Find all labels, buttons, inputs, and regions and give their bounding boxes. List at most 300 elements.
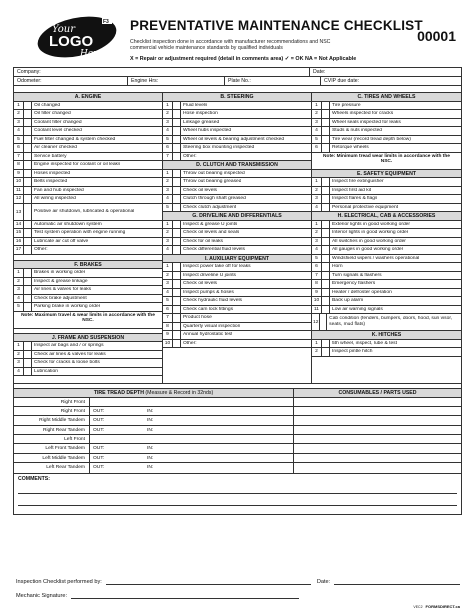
tread-out-field[interactable] — [90, 435, 144, 443]
item-status-box[interactable] — [322, 119, 330, 127]
mechanic-label: Mechanic Signature: — [16, 593, 67, 599]
checklist-item — [163, 289, 311, 298]
checklist-item — [163, 331, 311, 340]
item-label: Inspect air bags and / or springs — [34, 343, 104, 349]
info-row-2 — [14, 77, 461, 86]
spacer — [14, 376, 162, 383]
checklist-item — [14, 238, 162, 247]
comments-area[interactable] — [14, 474, 461, 514]
item-status-box[interactable] — [24, 119, 32, 127]
item-status-box[interactable] — [173, 289, 181, 297]
checklist-item — [14, 204, 162, 221]
tread-out-field[interactable] — [90, 398, 144, 406]
checklist-item — [14, 351, 162, 360]
item-number: 2 — [312, 110, 322, 118]
item-number: 7 — [312, 272, 322, 280]
tread-rows — [14, 398, 293, 473]
item-status-box[interactable] — [173, 102, 181, 110]
performed-by-label: Inspection Checklist performed by: — [16, 579, 102, 585]
column-1 — [14, 93, 163, 383]
item-status-box[interactable] — [322, 195, 330, 203]
item-status-box[interactable] — [322, 238, 330, 246]
checklist-item — [163, 221, 311, 230]
consumables-row[interactable] — [294, 463, 461, 472]
item-number: 4 — [163, 195, 173, 203]
item-status-box[interactable] — [173, 314, 181, 322]
item-status-box[interactable] — [173, 238, 181, 246]
tread-row — [14, 398, 293, 407]
item-status-box[interactable] — [322, 297, 330, 305]
item-number: 13 — [14, 204, 24, 220]
tread-row — [14, 426, 293, 435]
item-label: Cab condition (fenders, bumpers, doors, hood, sun visor, seats, mud flats) — [329, 316, 453, 327]
item-number: 3 — [312, 119, 322, 127]
item-status-box[interactable] — [173, 170, 181, 178]
checklist-item — [312, 263, 461, 272]
item-number: 3 — [14, 286, 24, 294]
checklist-item — [312, 306, 461, 315]
mechanic-row — [16, 592, 460, 599]
svg-text:F3: F3 — [103, 19, 109, 25]
item-number: 3 — [163, 187, 173, 195]
item-status-box[interactable] — [24, 286, 32, 294]
spacer — [14, 86, 461, 93]
item-label: All switches in good working order — [332, 238, 406, 244]
item-status-box[interactable] — [24, 136, 32, 144]
consumables-row[interactable] — [294, 416, 461, 425]
item-number: 5 — [163, 204, 173, 212]
section-frame: J. FRAME AND SUSPENSION — [14, 334, 162, 343]
item-label: Check cam lock fittings — [183, 306, 234, 312]
tread-out-field[interactable]: OUT: — [93, 465, 105, 471]
item-number: 7 — [163, 153, 173, 161]
checklist-item — [14, 153, 162, 162]
consumables-row[interactable] — [294, 444, 461, 453]
item-status-box[interactable] — [173, 263, 181, 271]
item-label: Lubricate air cut off valve — [34, 238, 89, 244]
checklist-item — [163, 136, 311, 145]
item-label: Throw out bearing greased — [183, 179, 242, 185]
item-label: Oil changed — [34, 102, 61, 108]
engine-list — [14, 102, 162, 255]
item-label: Oil filter changed — [34, 111, 71, 117]
item-number: 5 — [163, 297, 173, 305]
item-status-box[interactable] — [24, 153, 32, 161]
item-label: Throw out bearing inspected — [183, 170, 245, 176]
item-label: Lubrication — [34, 368, 58, 374]
item-status-box[interactable] — [173, 144, 181, 152]
item-status-box[interactable] — [24, 238, 32, 246]
item-status-box[interactable] — [322, 280, 330, 288]
item-number: 3 — [14, 119, 24, 127]
item-status-box[interactable] — [24, 368, 32, 376]
item-number: 4 — [14, 368, 24, 376]
item-status-box[interactable] — [173, 204, 181, 212]
item-number: 6 — [163, 144, 173, 152]
tread-row — [14, 444, 293, 453]
item-label: Exterior lights in good working order — [332, 221, 411, 227]
item-status-box[interactable] — [322, 127, 330, 135]
item-number: 1 — [312, 102, 322, 110]
checklist-item — [163, 144, 311, 153]
checklist-item — [163, 340, 311, 349]
item-status-box[interactable] — [173, 331, 181, 339]
column-3 — [312, 93, 461, 383]
item-number: 5 — [14, 303, 24, 311]
item-number: 9 — [14, 170, 24, 178]
item-number: 3 — [163, 119, 173, 127]
comments-line[interactable] — [18, 482, 457, 494]
item-number: 15 — [14, 229, 24, 237]
tread-in-field[interactable]: IN: — [147, 455, 154, 461]
item-label: Check air lines & valves for leaks — [34, 351, 106, 357]
item-status-box[interactable] — [173, 297, 181, 305]
checklist-item — [14, 187, 162, 196]
checklist-item — [312, 348, 461, 357]
item-status-box[interactable] — [322, 263, 330, 271]
item-status-box[interactable] — [173, 280, 181, 288]
plate-no-field[interactable]: Plate No.: — [225, 77, 321, 85]
item-number: 3 — [163, 238, 173, 246]
item-status-box[interactable] — [173, 127, 181, 135]
item-status-box[interactable] — [173, 136, 181, 144]
item-status-box[interactable] — [24, 178, 32, 186]
consumables-row[interactable] — [294, 407, 461, 416]
checklist-item — [312, 187, 461, 196]
item-label: Windshield wipers / washers operational — [332, 255, 420, 261]
item-label: Steering box mounting inspected — [183, 145, 255, 151]
item-status-box[interactable] — [173, 272, 181, 280]
tread-in-field[interactable]: IN: — [147, 418, 154, 424]
item-label: Coolant filter changed — [34, 119, 82, 125]
consumables-row[interactable] — [294, 454, 461, 463]
item-label: Test system operation with engine running — [34, 230, 126, 236]
item-label: Interior lights in good working order — [332, 230, 409, 236]
tread-position-label: Left Rear Tandem — [14, 463, 90, 472]
date-field[interactable]: Date: — [313, 69, 326, 75]
item-status-box[interactable] — [322, 255, 330, 263]
item-status-box[interactable] — [322, 204, 330, 212]
item-status-box[interactable] — [322, 221, 330, 229]
item-number: 4 — [163, 246, 173, 254]
item-status-box[interactable] — [322, 110, 330, 118]
checklist-item — [14, 269, 162, 278]
item-label: Check oil levels — [183, 281, 217, 287]
checklist-item — [312, 297, 461, 306]
item-label: Hose inspection — [183, 111, 218, 117]
checklist-item — [312, 289, 461, 298]
item-status-box[interactable] — [322, 306, 330, 314]
checklist-item — [14, 170, 162, 179]
item-number: 5 — [312, 255, 322, 263]
tread-in-field[interactable] — [144, 435, 293, 443]
mechanic-signature-field[interactable] — [71, 592, 299, 599]
brakes-list — [14, 269, 162, 312]
item-status-box[interactable] — [322, 272, 330, 280]
checklist-item — [312, 238, 461, 247]
tread-position-label: Right Middle Tandem — [14, 416, 90, 424]
item-label: Fuel filter changed & system checked — [34, 136, 116, 142]
tread-out-field[interactable]: OUT: — [93, 408, 105, 414]
tread-out-field[interactable]: OUT: — [93, 446, 105, 452]
item-status-box[interactable] — [24, 351, 32, 359]
item-number: 4 — [163, 289, 173, 297]
checklist-item — [312, 110, 461, 119]
checklist-item — [14, 303, 162, 312]
checklist-item — [312, 136, 461, 145]
tread-in-field[interactable]: IN: — [147, 427, 154, 433]
checklist-item — [163, 306, 311, 315]
item-number: 14 — [14, 221, 24, 229]
checklist-item — [163, 297, 311, 306]
item-status-box[interactable] — [173, 119, 181, 127]
tread-row — [14, 463, 293, 472]
section-clutch: D. CLUTCH AND TRANSMISSION — [163, 161, 311, 170]
item-status-box[interactable] — [24, 359, 32, 367]
clutch-list — [163, 170, 311, 213]
item-status-box[interactable] — [173, 246, 181, 254]
engine-hrs-field[interactable]: Engine Hrs: — [128, 77, 225, 85]
item-number: 4 — [14, 295, 24, 303]
section-tires: C. TIRES AND WHEELS — [312, 93, 461, 102]
item-number: 6 — [14, 144, 24, 152]
item-status-box[interactable] — [24, 161, 32, 169]
item-status-box[interactable] — [24, 342, 32, 350]
item-label: Inspect driveline U joints — [183, 272, 237, 278]
item-label: Linkage greased — [183, 119, 220, 125]
item-status-box[interactable] — [173, 221, 181, 229]
checklist-item — [312, 102, 461, 111]
item-status-box[interactable] — [24, 170, 32, 178]
consumables-rows — [294, 398, 461, 473]
item-status-box[interactable] — [173, 187, 181, 195]
checklist-item — [14, 221, 162, 230]
item-label: Low air warning signals — [332, 306, 383, 312]
item-number: 3 — [312, 238, 322, 246]
item-number: 1 — [163, 263, 173, 271]
item-label: Check oil levels — [183, 187, 217, 193]
item-number: 2 — [14, 110, 24, 118]
section-hitches: K. HITCHES — [312, 331, 461, 340]
item-status-box[interactable] — [24, 295, 32, 303]
item-label: Check brake adjustment — [34, 295, 87, 301]
item-number: 12 — [14, 195, 24, 203]
item-status-box[interactable] — [24, 144, 32, 152]
checklist-item — [14, 119, 162, 128]
item-label: Positive air shutdown, lubricated & operational — [34, 208, 135, 214]
item-label: Other: — [34, 247, 48, 253]
item-number: 2 — [14, 351, 24, 359]
item-number: 10 — [14, 178, 24, 186]
checklist-item — [312, 127, 461, 136]
checklist-item — [163, 187, 311, 196]
tread-row — [14, 435, 293, 444]
item-label: Parking brake in working order — [34, 304, 101, 310]
item-number: 4 — [163, 127, 173, 135]
tread-in-field[interactable]: IN: — [147, 408, 154, 414]
item-number: 2 — [163, 272, 173, 280]
checklist-item — [163, 263, 311, 272]
checklist-item — [14, 286, 162, 295]
item-number: 11 — [312, 306, 322, 314]
item-label: Check for oil leaks — [183, 238, 223, 244]
tread-position-label: Left Front Tandem — [14, 444, 90, 452]
item-label: Wheel oil levels & bearing adjustment checked — [183, 136, 285, 142]
tread-position-label: Right Rear Tandem — [14, 426, 90, 434]
item-status-box[interactable] — [322, 102, 330, 110]
cvip-due-field[interactable]: CVIP due date: — [324, 78, 360, 84]
item-number: 1 — [312, 178, 322, 186]
item-status-box[interactable] — [24, 278, 32, 286]
item-label: Belts inspected — [34, 179, 68, 185]
item-label: Horn — [332, 264, 343, 270]
item-status-box[interactable] — [24, 102, 32, 110]
item-label: Inspect flares & flags — [332, 196, 378, 202]
checklist-item — [312, 195, 461, 204]
checklist-item — [14, 195, 162, 204]
tread-in-field[interactable]: IN: — [147, 446, 154, 452]
consumables-row[interactable] — [294, 398, 461, 407]
item-status-box[interactable] — [173, 340, 181, 348]
item-label: Annual hydrostatic test — [183, 332, 233, 338]
electrical-list — [312, 221, 461, 332]
item-label: All gauges in good working order — [332, 247, 404, 253]
comments-label: COMMENTS: — [18, 475, 50, 482]
item-status-box[interactable] — [24, 127, 32, 135]
hitches-list — [312, 340, 461, 357]
item-number: 8 — [312, 280, 322, 288]
frame-list — [14, 342, 162, 376]
svg-text:LOGO: LOGO — [49, 33, 94, 50]
item-status-box[interactable] — [322, 340, 330, 348]
item-status-box[interactable] — [24, 204, 32, 220]
checklist-item — [163, 119, 311, 128]
signoff-date-field[interactable] — [334, 578, 460, 585]
item-number: 4 — [312, 246, 322, 254]
item-label: Brakes in working order — [34, 270, 86, 276]
item-status-box[interactable] — [322, 348, 330, 356]
tread-in-field[interactable]: IN: — [147, 465, 154, 471]
item-label: Studs & nuts inspected — [332, 128, 383, 134]
tires-list — [312, 102, 461, 153]
item-status-box[interactable] — [320, 314, 327, 330]
odometer-field[interactable]: Odometer: — [14, 77, 128, 85]
item-label: Other: — [183, 153, 197, 159]
item-status-box[interactable] — [24, 110, 32, 118]
item-label: Inspect & grease linkage — [34, 278, 88, 284]
item-status-box[interactable] — [322, 246, 330, 254]
item-label: Inspect power take off for leaks — [183, 264, 251, 270]
item-status-box[interactable] — [173, 229, 181, 237]
checklist-item — [14, 342, 162, 351]
consumables-row[interactable] — [294, 426, 461, 435]
item-status-box[interactable] — [322, 144, 330, 152]
item-status-box[interactable] — [173, 306, 181, 314]
item-status-box[interactable] — [173, 110, 181, 118]
item-number: 3 — [163, 280, 173, 288]
item-number: 1 — [14, 269, 24, 277]
item-number: 4 — [14, 127, 24, 135]
item-label: Check for cracks & loose bolts — [34, 360, 100, 366]
item-status-box[interactable] — [173, 178, 181, 186]
item-number: 1 — [14, 342, 24, 350]
tread-in-field[interactable] — [144, 398, 293, 406]
column-2 — [163, 93, 312, 383]
item-label: Product hose — [183, 315, 212, 321]
checklist-item — [163, 195, 311, 204]
item-number: 3 — [312, 195, 322, 203]
item-label: Engine inspected for coolant or oil leaks — [34, 162, 121, 168]
item-label: Hoses inspected — [34, 170, 71, 176]
section-driveline: G. DRIVELINE AND DIFFERENTIALS — [163, 212, 311, 221]
item-status-box[interactable] — [322, 136, 330, 144]
item-number: 8 — [163, 323, 173, 331]
tread-out-field[interactable]: OUT: — [93, 418, 105, 424]
item-number: 1 — [163, 221, 173, 229]
item-number: 5 — [312, 136, 322, 144]
item-status-box[interactable] — [173, 195, 181, 203]
item-status-box[interactable] — [24, 303, 32, 311]
item-status-box[interactable] — [322, 229, 330, 237]
item-status-box[interactable] — [24, 221, 32, 229]
checklist-item — [14, 144, 162, 153]
item-status-box[interactable] — [173, 153, 181, 161]
item-number: 6 — [163, 306, 173, 314]
item-status-box[interactable] — [322, 289, 330, 297]
checklist-item — [163, 314, 311, 323]
company-logo — [32, 12, 122, 62]
comments-line[interactable] — [18, 494, 457, 506]
item-number: 2 — [163, 229, 173, 237]
item-label: Fluid levels — [183, 102, 208, 108]
item-status-box[interactable] — [24, 229, 32, 237]
checklist-item — [312, 119, 461, 128]
performed-by-field[interactable] — [106, 578, 311, 585]
consumables-row[interactable] — [294, 435, 461, 444]
section-engine: A. ENGINE — [14, 93, 162, 102]
driveline-list — [163, 221, 311, 255]
company-field[interactable]: Company: — [14, 68, 310, 76]
item-number: 1 — [163, 170, 173, 178]
checklist-item — [312, 178, 461, 187]
checklist-item — [14, 359, 162, 368]
item-status-box[interactable] — [322, 187, 330, 195]
tread-out-field[interactable]: OUT: — [93, 427, 105, 433]
info-row-1 — [14, 68, 461, 77]
consumables-header: CONSUMABLES / PARTS USED — [294, 389, 461, 398]
item-status-box[interactable] — [173, 323, 181, 331]
item-status-box[interactable] — [24, 195, 32, 203]
checklist-item — [312, 221, 461, 230]
item-status-box[interactable] — [24, 187, 32, 195]
checklist-item — [163, 280, 311, 289]
item-number: 7 — [163, 314, 173, 322]
item-status-box[interactable] — [24, 269, 32, 277]
item-label: Tire wear (record tread depth below) — [332, 136, 411, 142]
checklist-item — [312, 204, 461, 213]
item-number: 12 — [312, 314, 320, 330]
steering-list — [163, 102, 311, 162]
checklist-item — [163, 110, 311, 119]
checklist-item — [312, 272, 461, 281]
item-status-box[interactable] — [24, 246, 32, 254]
tread-header: TIRE TREAD DEPTH (Measure & Record in 32nds) — [14, 389, 293, 398]
item-label: Heater / defroster operation — [332, 289, 392, 295]
tread-out-field[interactable]: OUT: — [93, 455, 105, 461]
item-status-box[interactable] — [322, 178, 330, 186]
item-number: 11 — [14, 187, 24, 195]
item-label: Wheel hubs inspected — [183, 128, 232, 134]
